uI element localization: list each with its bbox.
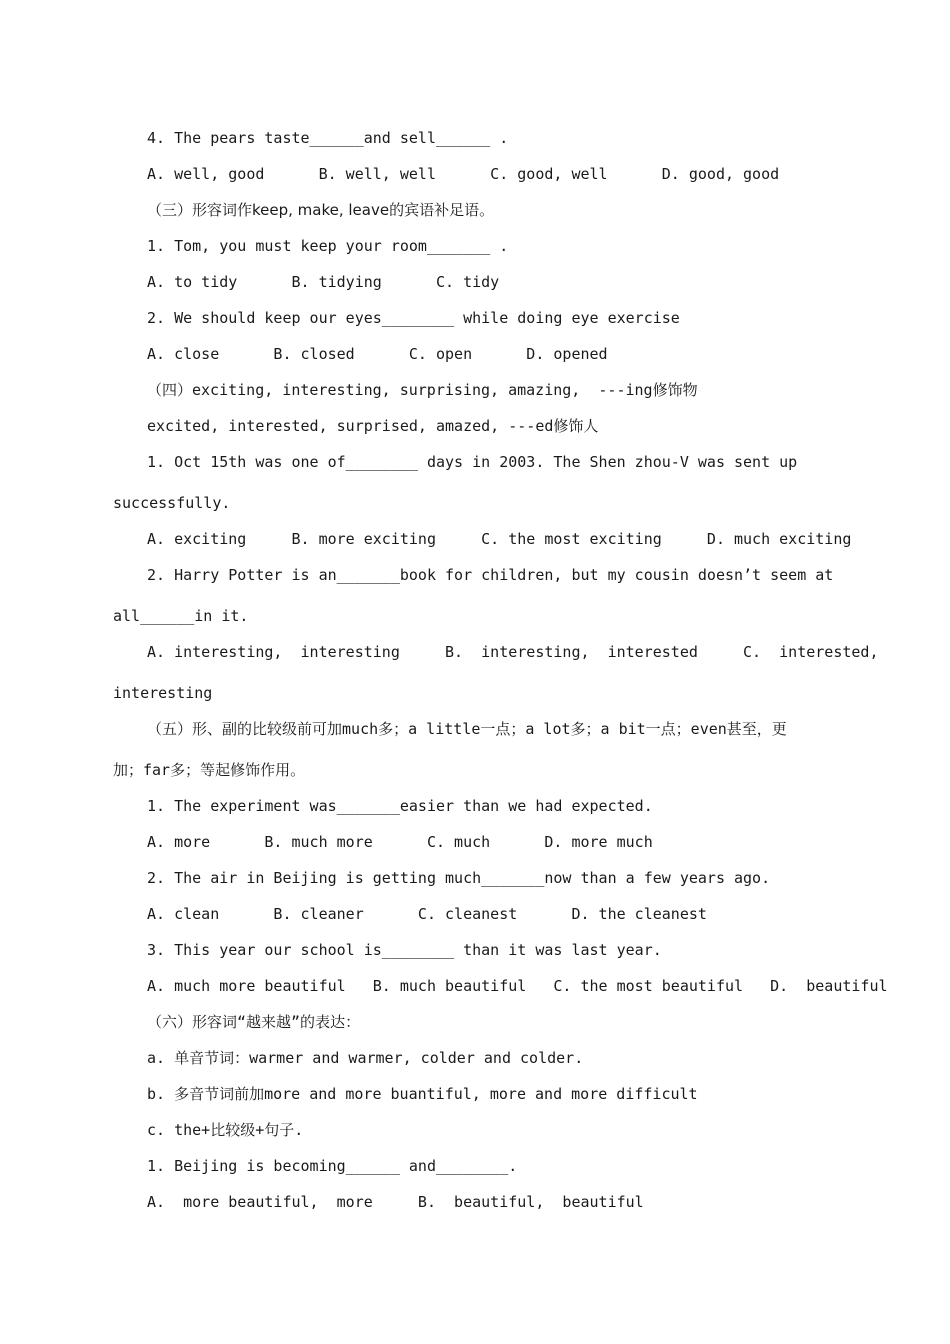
section-6-question-1-options: A. more beautiful, more B. beautiful, beautiful [147, 1193, 644, 1211]
section-6-rule-b: b. 多音节词前加more and more buantiful, more and more difficult [147, 1085, 698, 1103]
section-4-question-1: 1. Oct 15th was one of________ days in 2003. The Shen zhou-V was sent up [147, 453, 798, 471]
section-6-rule-c: c. the+比较级+句子. [147, 1121, 304, 1139]
section-5-question-2: 2. The air in Beijing is getting much_______now than a few years ago. [147, 869, 771, 887]
question-4-pears: 4. The pears taste______and sell______ . [147, 129, 509, 147]
section-3-question-1-options: A. to tidy B. tidying C. tidy [147, 273, 500, 291]
section-5-question-1-options: A. more B. much more C. much D. more much [147, 833, 653, 851]
section-5-question-1: 1. The experiment was_______easier than we had expected. [147, 797, 653, 815]
section-3-heading: （三）形容词作keep, make, leave的宾语补足语。 [147, 201, 495, 219]
section-4-question-1-cont: successfully. [113, 494, 231, 512]
section-3-question-1: 1. Tom, you must keep your room_______ . [147, 237, 509, 255]
section-6-heading: （六）形容词“越来越”的表达： [147, 1013, 361, 1031]
section-4-heading: （四）exciting, interesting, surprising, amazing, ---ing修饰物 [147, 381, 698, 399]
section-4-question-2-cont: all______in it. [113, 607, 249, 625]
section-4-subheading: excited, interested, surprised, amazed, ---ed修饰人 [147, 417, 599, 435]
section-4-question-2-options: A. interesting, interesting B. interesting, interested C. interested, [147, 643, 879, 661]
section-5-question-3-options: A. much more beautiful B. much beautiful C. the most beautiful D. beautiful [147, 977, 888, 995]
section-4-question-1-options: A. exciting B. more exciting C. the most exciting D. much exciting [147, 530, 852, 548]
section-5-heading-cont: 加；far多；等起修饰作用。 [113, 761, 306, 779]
section-5-question-3: 3. This year our school is________ than it was last year. [147, 941, 662, 959]
section-4-question-2-options-cont: interesting [113, 684, 213, 702]
section-5-heading: （五）形、副的比较级前可加much多；a little一点；a lot多；a bit一点；even甚至，更 [147, 720, 787, 738]
section-6-question-1: 1. Beijing is becoming______ and________. [147, 1157, 518, 1175]
question-4-options: A. well, good B. well, well C. good, well D. good, good [147, 165, 780, 183]
section-4-question-2: 2. Harry Potter is an_______book for children, but my cousin doesn’t seem at [147, 566, 834, 584]
section-5-question-2-options: A. clean B. cleaner C. cleanest D. the cleanest [147, 905, 707, 923]
section-6-rule-a: a. 单音节词：warmer and warmer, colder and colder. [147, 1049, 584, 1067]
section-3-question-2-options: A. close B. closed C. open D. opened [147, 345, 608, 363]
section-3-question-2: 2. We should keep our eyes________ while doing eye exercise [147, 309, 680, 327]
